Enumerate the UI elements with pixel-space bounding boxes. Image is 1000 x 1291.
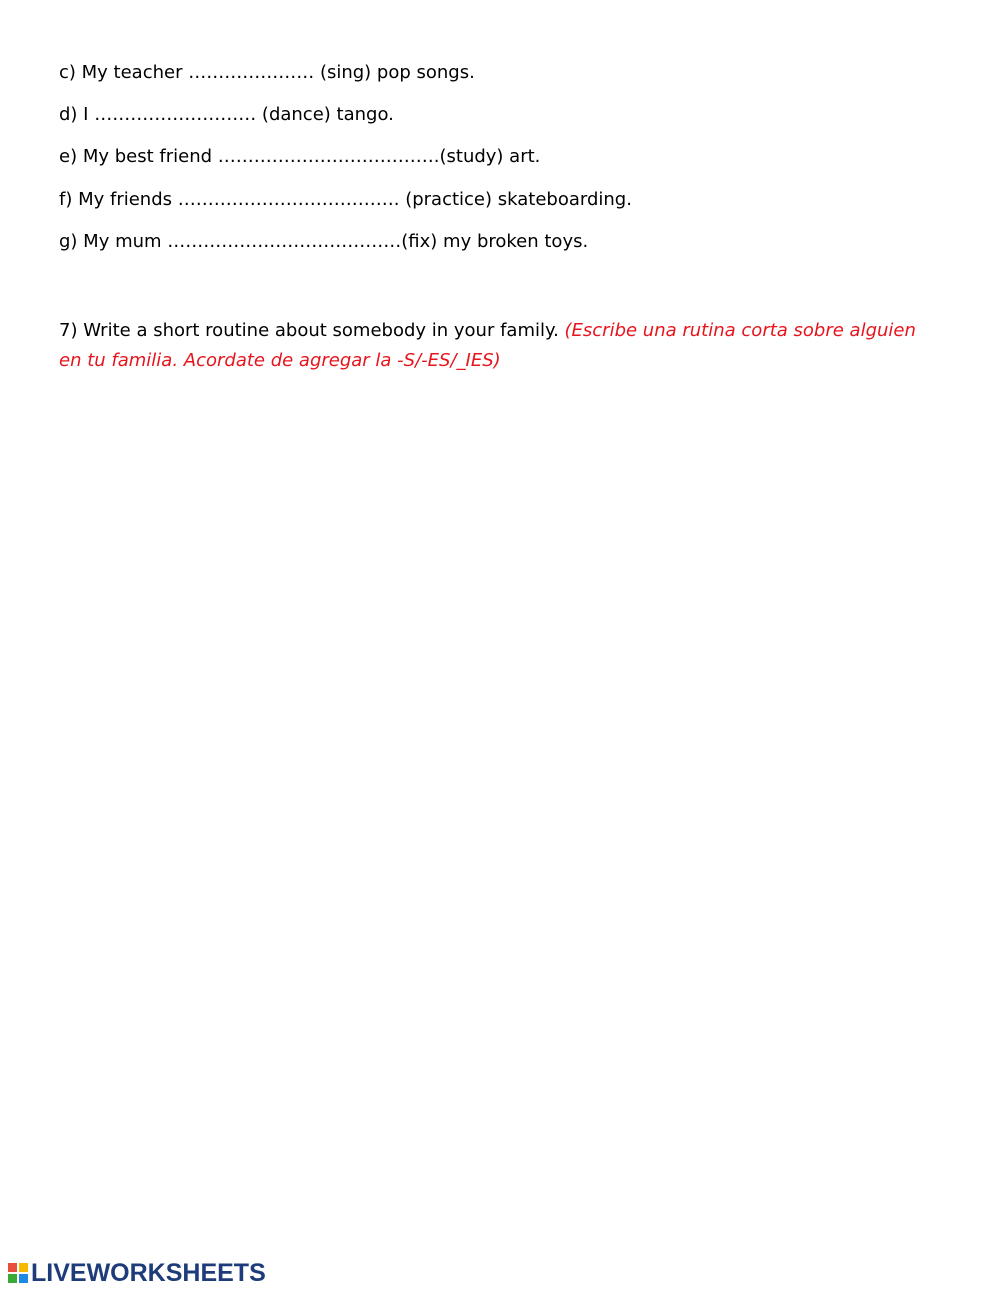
item-prefix: c) My teacher xyxy=(59,62,189,83)
logo-text: LIVEWORKSHEETS xyxy=(31,1258,266,1287)
item-prefix: g) My mum xyxy=(59,231,168,252)
item-suffix: (dance) tango. xyxy=(256,104,394,125)
question-7 xyxy=(59,316,939,376)
exercise-item-d xyxy=(59,104,394,126)
item-suffix: (sing) pop songs. xyxy=(314,62,475,83)
answer-blank-c[interactable]: ………………… xyxy=(188,62,315,83)
item-prefix: f) My friends xyxy=(59,189,178,210)
answer-blank-g[interactable]: ………………………………… xyxy=(167,231,402,252)
question-7-instruction-spanish: (Escribe una rutina corta sobre alguien en tu familia. Acordate de agregar la -S/-ES/_IES) xyxy=(59,320,916,371)
exercise-item-e xyxy=(59,146,540,168)
exercise-item-f xyxy=(59,189,632,211)
item-suffix: (fix) my broken toys. xyxy=(401,231,589,252)
exercise-item-g xyxy=(59,231,588,253)
answer-blank-f[interactable]: ………………………………. xyxy=(177,189,400,210)
item-suffix: (study) art. xyxy=(439,146,541,167)
item-suffix: (practice) skateboarding. xyxy=(399,189,632,210)
liveworksheets-logo-icon xyxy=(8,1263,28,1283)
question-7-text: 7) Write a short routine about somebody in your family. xyxy=(59,320,565,341)
exercise-item-c xyxy=(59,62,475,84)
item-prefix: d) I xyxy=(59,104,95,125)
liveworksheets-logo[interactable] xyxy=(8,1258,266,1288)
answer-blank-d[interactable]: ……………………… xyxy=(94,104,257,125)
answer-blank-e[interactable]: ………………………………. xyxy=(217,146,440,167)
item-prefix: e) My best friend xyxy=(59,146,218,167)
